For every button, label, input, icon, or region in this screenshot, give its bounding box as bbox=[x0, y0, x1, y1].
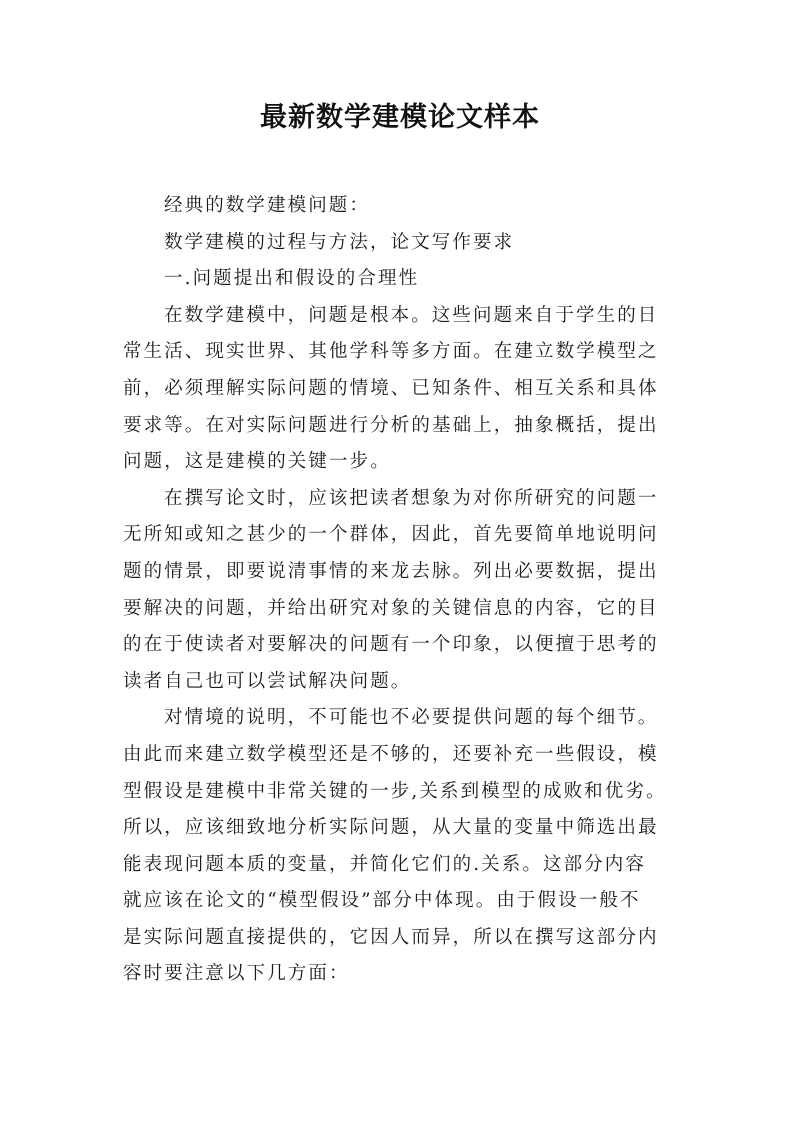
text-line: 前，必须理解实际问题的情境、已知条件、相互关系和具体 bbox=[123, 377, 659, 399]
text-line: 题的情景，即要说清事情的来龙去脉。列出必要数据，提出 bbox=[123, 560, 659, 582]
text-line: 容时要注意以下几方面： bbox=[123, 963, 350, 985]
text-line: 读者自己也可以尝试解决问题。 bbox=[123, 670, 412, 692]
text-line: 是实际问题直接提供的，它因人而异，所以在撰写这部分内 bbox=[123, 926, 659, 948]
text-line: 就应该在论文的“模型假设”部分中体现。由于假设一般不 bbox=[123, 890, 641, 912]
text-line: 所以，应该细致地分析实际问题，从大量的变量中筛选出最 bbox=[123, 817, 659, 839]
text-line: 要解决的问题，并给出研究对象的关键信息的内容，它的目 bbox=[123, 597, 659, 619]
text-line: 由此而来建立数学模型还是不够的，还要补充一些假设，模 bbox=[123, 743, 659, 765]
text-line: 能表现问题本质的变量，并简化它们的.关系。这部分内容 bbox=[123, 853, 646, 875]
text-line: 的在于使读者对要解决的问题有一个印象，以便擅于思考的 bbox=[123, 634, 659, 656]
text-line: 无所知或知之甚少的一个群体，因此，首先要简单地说明问 bbox=[123, 524, 659, 546]
document-title: 最新数学建模论文样本 bbox=[260, 102, 540, 133]
text-line: 数学建模的过程与方法，论文写作要求 bbox=[164, 231, 515, 253]
text-line: 一.问题提出和假设的合理性 bbox=[164, 268, 420, 290]
text-line: 在数学建模中，问题是根本。这些问题来自于学生的日 bbox=[164, 304, 659, 326]
text-line: 对情境的说明，不可能也不必要提供问题的每个细节。 bbox=[164, 707, 659, 729]
document-body bbox=[123, 188, 691, 993]
text-line: 问题，这是建模的关键一步。 bbox=[123, 451, 391, 473]
text-line: 在撰写论文时，应该把读者想象为对你所研究的问题一 bbox=[164, 487, 659, 509]
text-line: 常生活、现实世界、其他学科等多方面。在建立数学模型之 bbox=[123, 341, 659, 363]
text-line: 经典的数学建模问题： bbox=[164, 195, 371, 216]
text-line: 要求等。在对实际问题进行分析的基础上，抽象概括，提出 bbox=[123, 414, 659, 436]
text-line: 型假设是建模中非常关键的一步,关系到模型的成败和优劣。 bbox=[123, 780, 667, 802]
